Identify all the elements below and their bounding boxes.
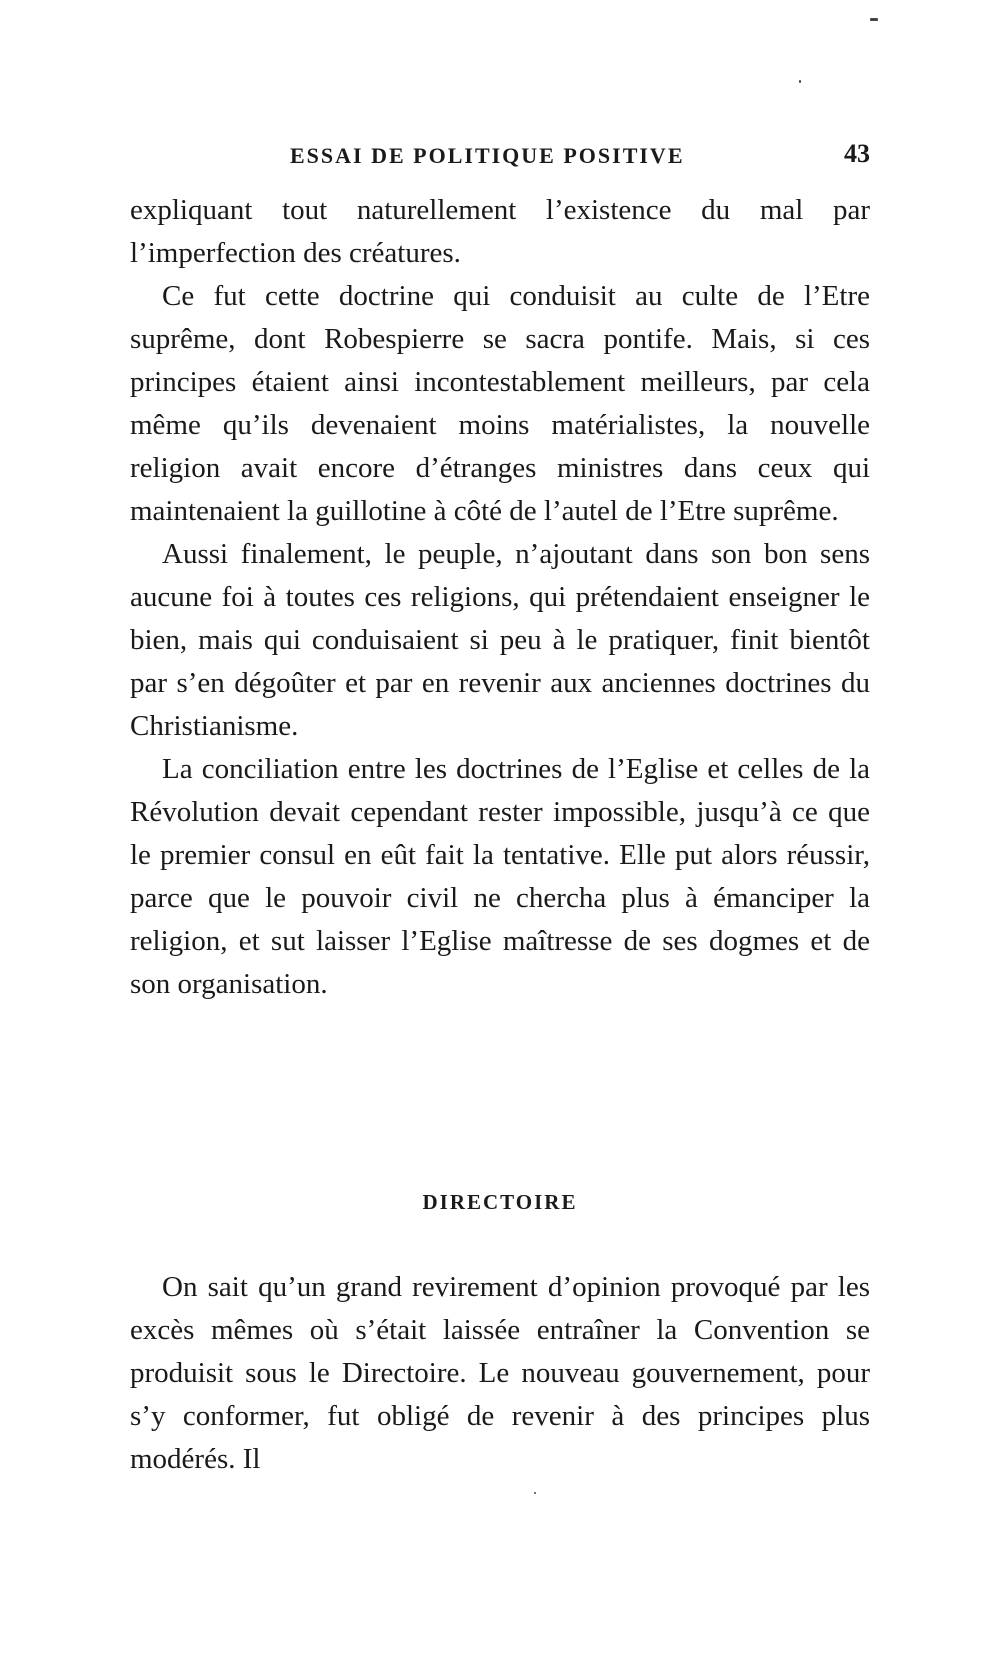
scan-speck bbox=[534, 1492, 536, 1494]
section-body-text bbox=[130, 1266, 870, 1481]
paragraph: expliquant tout naturellement l’existence du mal par l’imperfection des créatures. bbox=[130, 194, 870, 269]
running-title: ESSAI DE POLITIQUE POSITIVE bbox=[290, 143, 685, 168]
body-text bbox=[130, 189, 870, 1006]
paragraph: On sait qu’un grand revirement d’opinion provoqué par les excès mêmes où s’était laissée entraîner la Convention se produisit sous le Directoire. Le nouveau gouvernement, pour s’y conformer, fut obligé de revenir à des principes plus modérés. Il bbox=[130, 1271, 870, 1475]
paragraph: La conciliation entre les doctrines de l’Eglise et celles de la Révolution devait cependant rester impossible, jusqu’à ce que le premier consul en eût fait la tentative. Elle put alors réussir, parce que le pouvoir civil ne chercha plus à émanciper la religion, et sut laisser l’Eglise maîtresse de ses dogmes et de son organisation. bbox=[130, 753, 870, 1000]
scan-speck bbox=[870, 18, 878, 21]
section-heading: DIRECTOIRE bbox=[422, 1190, 578, 1214]
page-number: 43 bbox=[844, 139, 870, 168]
running-head bbox=[130, 139, 870, 183]
paragraph: Aussi finalement, le peuple, n’ajoutant dans son bon sens aucune foi à toutes ces religions, qui prétendaient enseigner le bien, mais qui conduisaient si peu à le pratiquer, finit bientôt par s’en dégoûter et par en revenir aux anciennes doctrines du Christianisme. bbox=[130, 538, 870, 742]
scan-speck bbox=[799, 80, 801, 83]
paragraph: Ce fut cette doctrine qui conduisit au culte de l’Etre suprême, dont Robespierre se sacra pontife. Mais, si ces principes étaient ainsi incontestablement meilleurs, par cela même qu’ils devenaient moins matérialistes, la nouvelle religion avait encore d’étranges ministres dans ceux qui maintenaient la guillotine à côté de l’autel de l’Etre suprême. bbox=[130, 280, 870, 527]
